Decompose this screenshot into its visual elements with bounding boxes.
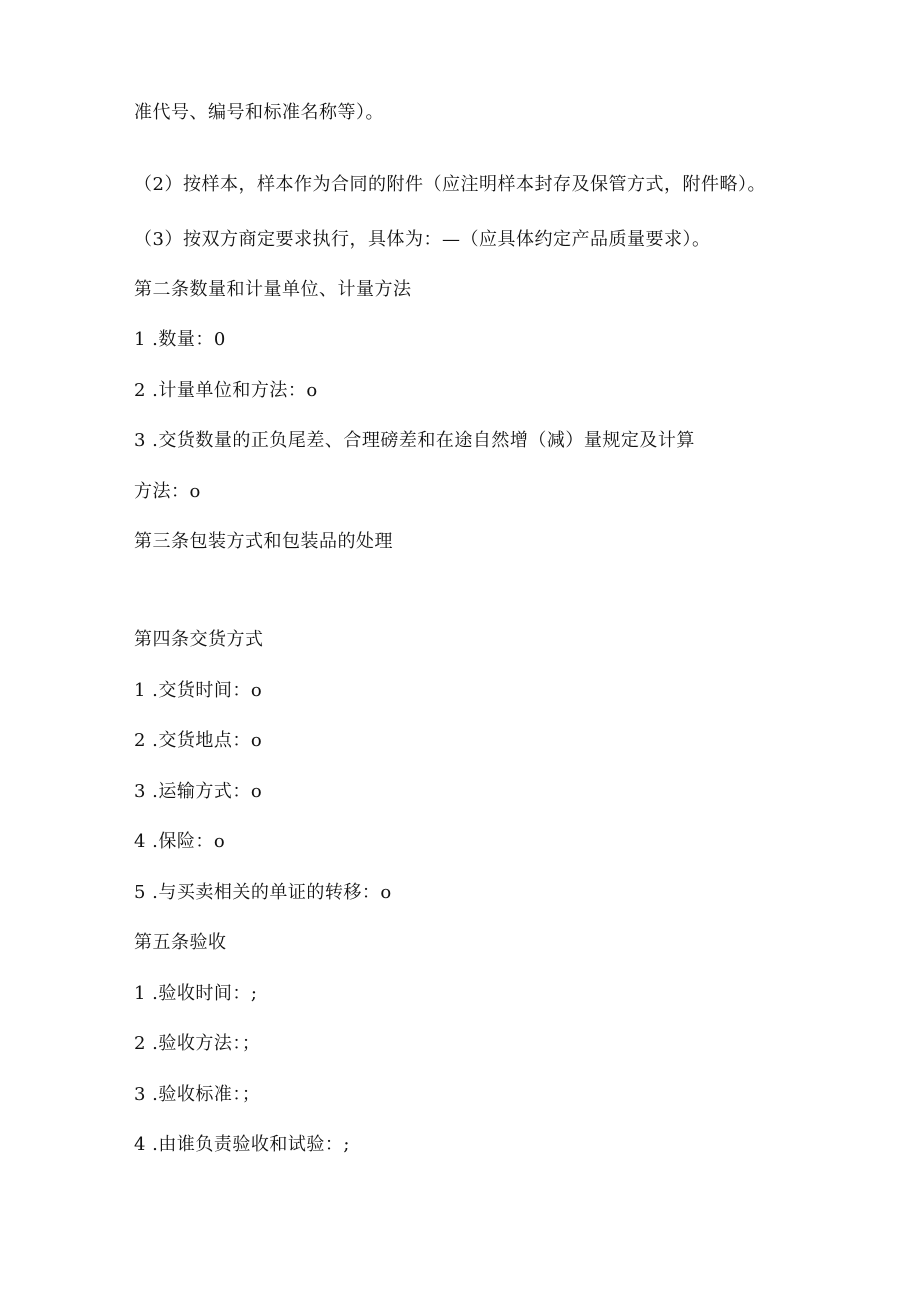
article-5-item-4: 4 .由谁负责验收和试验：; [134,1134,350,1155]
article-2-item-2: 2 .计量单位和方法：o [134,380,318,401]
standard-name-continuation: 准代号、编号和标准名称等）。 [134,102,384,123]
article-4-item-2: 2 .交货地点：o [134,730,263,751]
article-2-heading: 第二条数量和计量单位、计量方法 [134,279,412,300]
article-2-item-3-continuation: 方法：o [134,481,201,502]
article-5-heading: 第五条验收 [134,932,227,953]
article-3-heading: 第三条包装方式和包装品的处理 [134,531,393,552]
quality-clause-sample: （2）按样本，样本作为合同的附件（应注明样本封存及保管方式，附件略）。 [134,174,766,195]
article-2-item-1: 1 .数量：0 [134,329,226,350]
article-5-item-2: 2 .验收方法：； [134,1033,261,1054]
article-4-item-5: 5 .与买卖相关的单证的转移：o [134,882,392,903]
article-4-item-1: 1 .交货时间：o [134,680,263,701]
article-4-item-3: 3 .运输方式：o [134,781,263,802]
article-2-item-3: 3 .交货数量的正负尾差、合理磅差和在途自然增（减）量规定及计算 [134,430,695,451]
article-4-heading: 第四条交货方式 [134,629,264,650]
article-4-item-4: 4 .保险：o [134,831,226,852]
article-5-item-3: 3 .验收标准：； [134,1084,261,1105]
quality-clause-agreed: （3）按双方商定要求执行，具体为：—（应具体约定产品质量要求）。 [134,229,711,250]
article-5-item-1: 1 .验收时间：; [134,983,258,1004]
